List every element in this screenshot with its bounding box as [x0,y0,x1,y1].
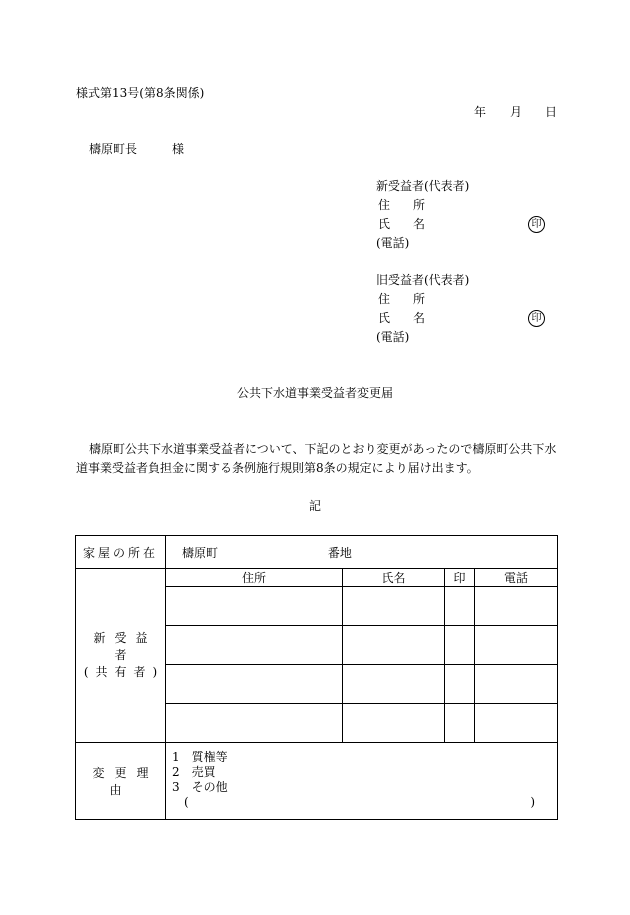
row-address-cell[interactable] [166,626,343,665]
location-town: 檮原町 [182,545,219,560]
ki-mark: 記 [308,499,321,513]
body-line-1: 檮原町公共下水道事業受益者について、下記のとおり変更があったので檮原町公共下水 [89,442,557,456]
reason-label: 変更理由 [92,766,159,797]
row-seal-cell[interactable] [445,665,475,704]
row-phone-cell[interactable] [475,704,558,743]
row-phone-cell[interactable] [475,587,558,626]
new-owner-label-cell [76,569,166,743]
column-header-phone: 電話 [475,569,558,587]
location-label-cell [76,536,166,569]
new-name-label-2: 名 [413,217,426,231]
reason-option-3[interactable]: 3 その他 [172,780,228,794]
date-day-label: 日 [545,105,558,119]
reason-other-detail[interactable] [172,795,557,810]
new-name-label-1: 氏 [378,217,391,231]
row-address-cell[interactable] [166,665,343,704]
row-address-cell[interactable] [166,704,343,743]
new-beneficiary-heading: 新受益者(代表者) [376,179,470,193]
new-owner-label-line2: (共有者) [83,665,165,679]
location-banchi: 番地 [327,545,352,560]
old-name-label-2: 名 [413,311,426,325]
old-phone-label: (電話) [376,330,410,344]
new-phone-label: (電話) [376,236,410,250]
reason-options-cell [166,743,558,820]
reason-label-cell [76,743,166,820]
row-name-cell[interactable] [343,665,445,704]
document-title: 公共下水道事業受益者変更届 [236,386,393,400]
row-seal-cell[interactable] [445,626,475,665]
old-beneficiary-heading: 旧受益者(代表者) [376,273,470,287]
reason-option-2[interactable]: 2 売買 [172,765,216,779]
location-label: 家屋の所在 [82,545,158,560]
column-header-address: 住所 [166,569,343,587]
column-header-seal: 印 [445,569,475,587]
old-address-label-2: 所 [413,292,426,306]
form-number: 様式第13号(第8条関係) [76,86,205,100]
paren-close: ) [530,795,536,809]
old-name-label-1: 氏 [378,311,391,325]
date-month-label: 月 [510,105,523,119]
paren-open: ( [184,795,189,809]
row-name-cell[interactable] [343,626,445,665]
row-phone-cell[interactable] [475,626,558,665]
new-address-label-2: 所 [413,198,426,212]
new-owner-label-line1: 新受益者 [93,631,157,662]
beneficiary-change-table [75,535,558,820]
location-value-cell[interactable] [166,536,558,569]
date-year-label: 年 [474,105,487,119]
row-name-cell[interactable] [343,704,445,743]
column-header-name: 氏名 [343,569,445,587]
reason-option-1[interactable]: 1 質権等 [172,750,228,764]
row-name-cell[interactable] [343,587,445,626]
old-address-label-1: 住 [378,292,391,306]
addressee-honorific: 様 [172,142,185,156]
new-address-label-1: 住 [378,198,391,212]
new-seal-mark: 印 [528,216,545,233]
row-phone-cell[interactable] [475,665,558,704]
addressee-name: 檮原町長 [89,142,138,156]
row-seal-cell[interactable] [445,587,475,626]
old-seal-mark: 印 [528,310,545,327]
body-line-2: 道事業受益者負担金に関する条例施行規則第8条の規定により届け出ます。 [76,461,479,475]
row-address-cell[interactable] [166,587,343,626]
row-seal-cell[interactable] [445,704,475,743]
